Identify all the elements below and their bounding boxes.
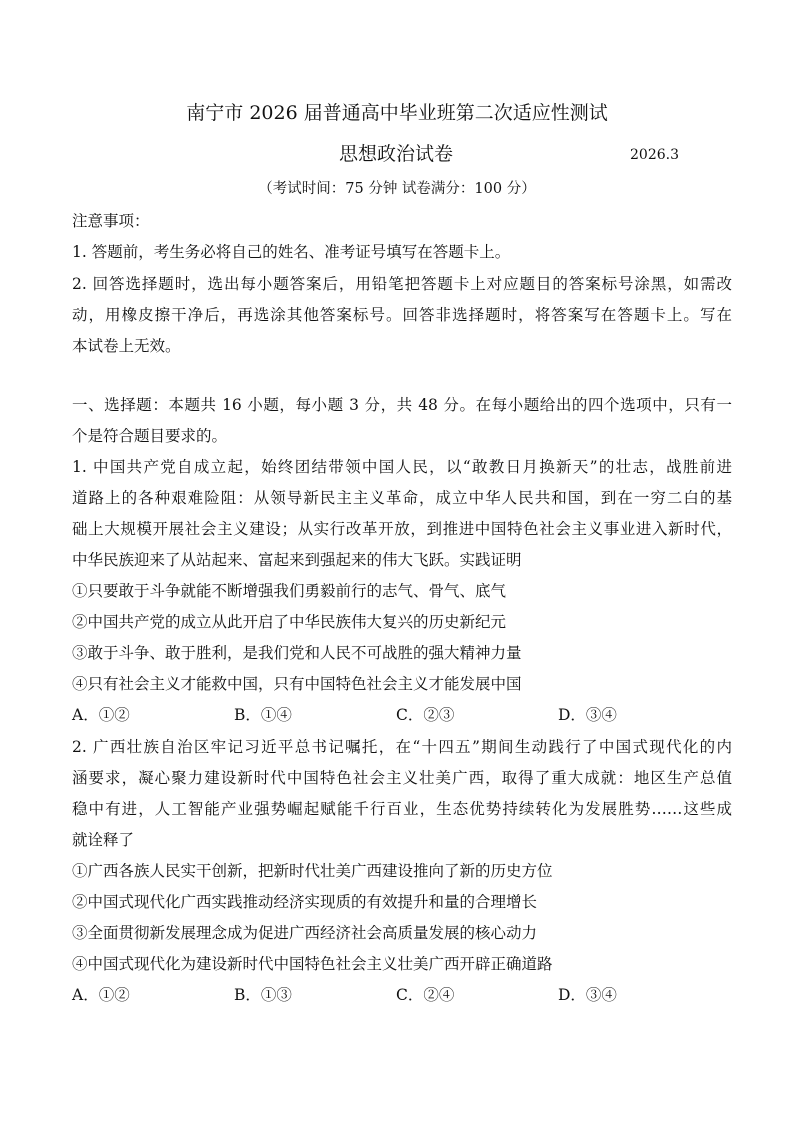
q2-option-b: B．①③ [234, 986, 292, 1004]
notes-item-2-line-2: 动，用橡皮擦干净后，再选涂其他答案标号。回答非选择题时，将答案写在答题卡上。写在 [72, 306, 732, 324]
section-heading-line-1: 一、选择题：本题共 16 小题，每小题 3 分，共 48 分。在每小题给出的四个选项中，只有一 [72, 396, 732, 414]
q2-option-d: D．③④ [558, 986, 617, 1004]
q1-option-b: B．①④ [234, 706, 292, 724]
q1-option-d: D．③④ [558, 706, 617, 724]
notes-heading: 注意事项： [72, 212, 150, 230]
notes-item-2-line-3: 本试卷上无效。 [72, 337, 181, 355]
notes-item-2-line-1: 2. 回答选择题时，选出每小题答案后，用铅笔把答题卡上对应题目的答案标号涂黑，如需改 [72, 275, 732, 293]
q1-statement-4: ④只有社会主义才能救中国，只有中国特色社会主义才能发展中国 [72, 675, 522, 693]
q2-stem-line-4: 就诠释了 [72, 831, 135, 849]
exam-info: （考试时间：75 分钟 试卷满分：100 分） [258, 181, 536, 197]
q1-statement-1: ①只要敢于斗争就能不断增强我们勇毅前行的志气、骨气、底气 [72, 582, 507, 600]
q1-stem-line-3: 础上大规模开展社会主义建设；从实行改革开放，到推进中国特色社会主义事业进入新时代， [72, 520, 732, 538]
q1-stem-line-1: 1. 中国共产党自成立起，始终团结带领中国人民，以“敢教日月换新天”的壮志，战胜前进 [72, 458, 732, 476]
q1-stem-line-4: 中华民族迎来了从站起来、富起来到强起来的伟大飞跃。实践证明 [72, 551, 522, 569]
q1-statement-3: ③敢于斗争、敢于胜利，是我们党和人民不可战胜的强大精神力量 [72, 644, 522, 662]
q1-option-a: A．①② [72, 706, 130, 724]
notes-item-1: 1. 答题前，考生务必将自己的姓名、准考证号填写在答题卡上。 [72, 243, 511, 261]
q2-stem-line-1: 2. 广西壮族自治区牢记习近平总书记嘱托，在“十四五”期间生动践行了中国式现代化的内 [72, 738, 732, 756]
q2-stem-line-3: 稳中有进，人工智能产业强势崛起赋能千行百业，生态优势持续转化为发展胜势……这些成 [72, 800, 732, 818]
q2-option-a: A．①② [72, 986, 130, 1004]
page-title: 南宁市 2026 届普通高中毕业班第二次适应性测试 [186, 102, 608, 124]
q2-stem-line-2: 涵要求，凝心聚力建设新时代中国特色社会主义壮美广西，取得了重大成就：地区生产总值 [72, 769, 732, 787]
q2-option-c: C．②④ [396, 986, 455, 1004]
exam-date: 2026.3 [630, 147, 679, 163]
section-heading-line-2: 个是符合题目要求的。 [72, 427, 228, 445]
q2-statement-1: ①广西各族人民实干创新，把新时代壮美广西建设推向了新的历史方位 [72, 862, 553, 880]
q1-stem-line-2: 道路上的各种艰难险阻：从领导新民主主义革命，成立中华人民共和国，到在一穷二白的基 [72, 489, 732, 507]
q2-statement-2: ②中国式现代化广西实践推动经济实现质的有效提升和量的合理增长 [72, 893, 538, 911]
q2-statement-4: ④中国式现代化为建设新时代中国特色社会主义壮美广西开辟正确道路 [72, 955, 553, 973]
q1-statement-2: ②中国共产党的成立从此开启了中华民族伟大复兴的历史新纪元 [72, 613, 507, 631]
page-subtitle: 思想政治试卷 [339, 143, 454, 165]
q2-statement-3: ③全面贯彻新发展理念成为促进广西经济社会高质量发展的核心动力 [72, 924, 538, 942]
q1-option-c: C．②③ [396, 706, 455, 724]
